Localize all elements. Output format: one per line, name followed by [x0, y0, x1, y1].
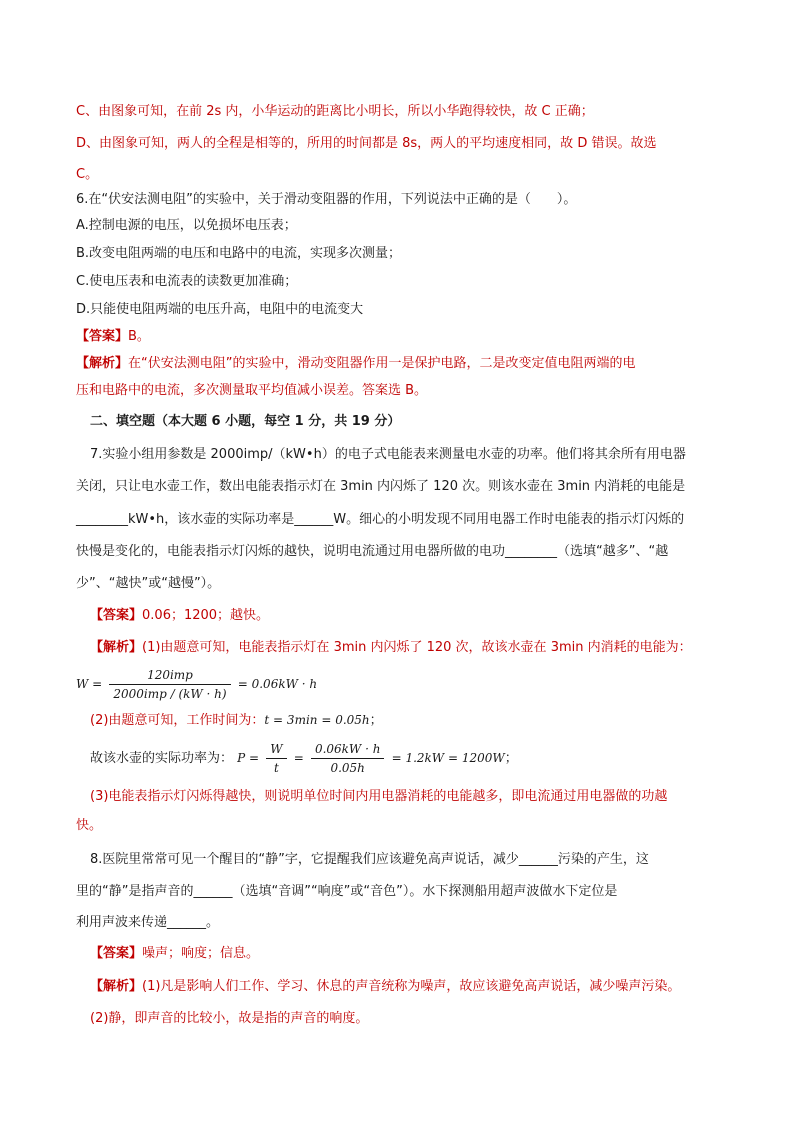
formula-energy-lhs: W = [76, 677, 103, 691]
question-7-explanation-line-4: (3)电能表指示灯闪烁得越快，则说明单位时间内用电器消耗的电能越多，即电流通过用电器做的功越 [90, 789, 668, 804]
explanation-tag: 【解析】 [76, 356, 129, 371]
question-8-line-1: 8.医院里常常可见一个醒目的“静”字，它提醒我们应该避免高声说话，减少______污染的产生，这 [90, 852, 649, 867]
formula-power-numerator-2: 0.06kW · h [311, 741, 385, 759]
question-7-explanation-line-5: 快。 [76, 818, 103, 833]
explanation-text: 在“伏安法测电阻”的实验中，滑动变阻器作用一是保护电路，二是改变定值电阻两端的电 [128, 356, 636, 371]
question-6-explanation-line-2: 压和电路中的电流，多次测量取平均值减小误差。答案选 B。 [76, 383, 428, 398]
option-c-explanation: C、由图象可知，在前 2s 内，小华运动的距离比小明长，所以小华跑得较快，故 C 正确； [76, 104, 594, 119]
question-7-line-3: ________kW•h，该水壶的实际功率是______W。细心的小明发现不同用电器工作时电能表的指示灯闪烁的 [76, 512, 685, 527]
question-7-line-1: 7.实验小组用参数是 2000imp/（kW•h）的电子式电能表来测量电水壶的功率。他们将其余所有用电器 [90, 447, 686, 462]
formula-time: t = 3min = 0.05h [264, 713, 370, 727]
explanation-tag: 【解析】 [90, 640, 143, 655]
question-7-explanation-line-1 [90, 639, 692, 657]
formula-power-fraction-2 [311, 741, 385, 776]
explanation-tag: 【解析】 [90, 979, 143, 994]
formula-power-equals: = [293, 751, 304, 765]
formula-energy-rhs: = 0.06kW · h [237, 677, 318, 691]
question-7-explanation-line-3 [90, 741, 518, 776]
question-7-line-2: 关闭，只让电水壶工作，数出电能表指示灯在 3min 内闪烁了 120 次。则该水壶在 3min 内消耗的电能是 [76, 479, 686, 494]
question-6-option-c: C.使电压表和电流表的读数更加准确； [76, 274, 298, 289]
question-7-line-4: 快慢是变化的，电能表指示灯闪烁的越快，说明电流通过用电器所做的电功________（选填“越多”、“越 [76, 544, 669, 559]
answer-choice-c: C。 [76, 167, 99, 182]
answer-text: 噪声；响度；信息。 [142, 946, 260, 961]
question-8-explanation-line-2: (2)静，即声音的比较小，故是指的声音的响度。 [90, 1011, 369, 1026]
answer-tag: 【答案】 [76, 329, 129, 344]
question-8-explanation-line-1 [90, 978, 680, 996]
formula-energy [76, 667, 317, 702]
formula-power-numerator-1: W [266, 741, 286, 759]
formula-power-denominator-2: 0.05h [330, 761, 365, 775]
formula-energy-fraction [109, 667, 230, 702]
formula-power-rhs: = 1.2kW = 1200W [391, 751, 505, 765]
formula-power-lhs: P = [237, 751, 260, 765]
question-7-line-5: 少”、“越快”或“越慢”）。 [76, 576, 221, 591]
formula-energy-numerator: 120imp [109, 667, 230, 685]
answer-tag: 【答案】 [90, 608, 143, 623]
answer-text: B。 [128, 329, 150, 344]
question-7-answer [90, 607, 269, 625]
formula-power-end: ； [504, 751, 518, 766]
option-d-explanation: D、由图象可知，两人的全程是相等的，所用的时间都是 8s，两人的平均速度相同，故 D 错误。故选 [76, 136, 657, 151]
formula-time-end: ； [369, 713, 383, 728]
question-8-line-2: 里的“静”是指声音的______（选填“音调”“响度”或“音色”）。水下探测船用超声波做水下定位是 [76, 884, 618, 899]
answer-tag: 【答案】 [90, 946, 143, 961]
question-6-explanation-line-1 [76, 355, 636, 373]
question-6-option-a: A.控制电源的电压，以免损坏电压表； [76, 218, 297, 233]
question-6-stem: 6.在“伏安法测电阻”的实验中，关于滑动变阻器的作用，下列说法中正确的是（ ）。 [76, 192, 577, 207]
formula-energy-denominator: 2000imp / (kW · h) [113, 687, 227, 701]
formula-power-denominator-1: t [274, 761, 279, 775]
section-heading-fill-in: 二、填空题（本大题 6 小题，每空 1 分，共 19 分） [90, 414, 401, 429]
question-6-answer [76, 328, 150, 346]
question-6-option-d: D.只能使电阻两端的电压升高，电阻中的电流变大 [76, 302, 364, 317]
explanation-text: 故该水壶的实际功率为： [90, 751, 234, 766]
question-6-option-b: B.改变电阻两端的电压和电路中的电流，实现多次测量； [76, 246, 402, 261]
explanation-text: (2)由题意可知，工作时间为： [90, 713, 265, 728]
formula-power-fraction-1 [266, 741, 286, 776]
question-7-explanation-line-2 [90, 711, 383, 730]
explanation-text: (1)凡是影响人们工作、学习、休息的声音统称为噪声，故应该避免高声说话，减少噪声污染。 [142, 979, 681, 994]
question-8-answer [90, 945, 259, 963]
explanation-text: (1)由题意可知，电能表指示灯在 3min 内闪烁了 120 次，故该水壶在 3min 内消耗的电能为： [142, 640, 692, 655]
question-8-line-3: 利用声波来传递______。 [76, 915, 220, 930]
answer-text: 0.06；1200；越快。 [142, 608, 270, 623]
